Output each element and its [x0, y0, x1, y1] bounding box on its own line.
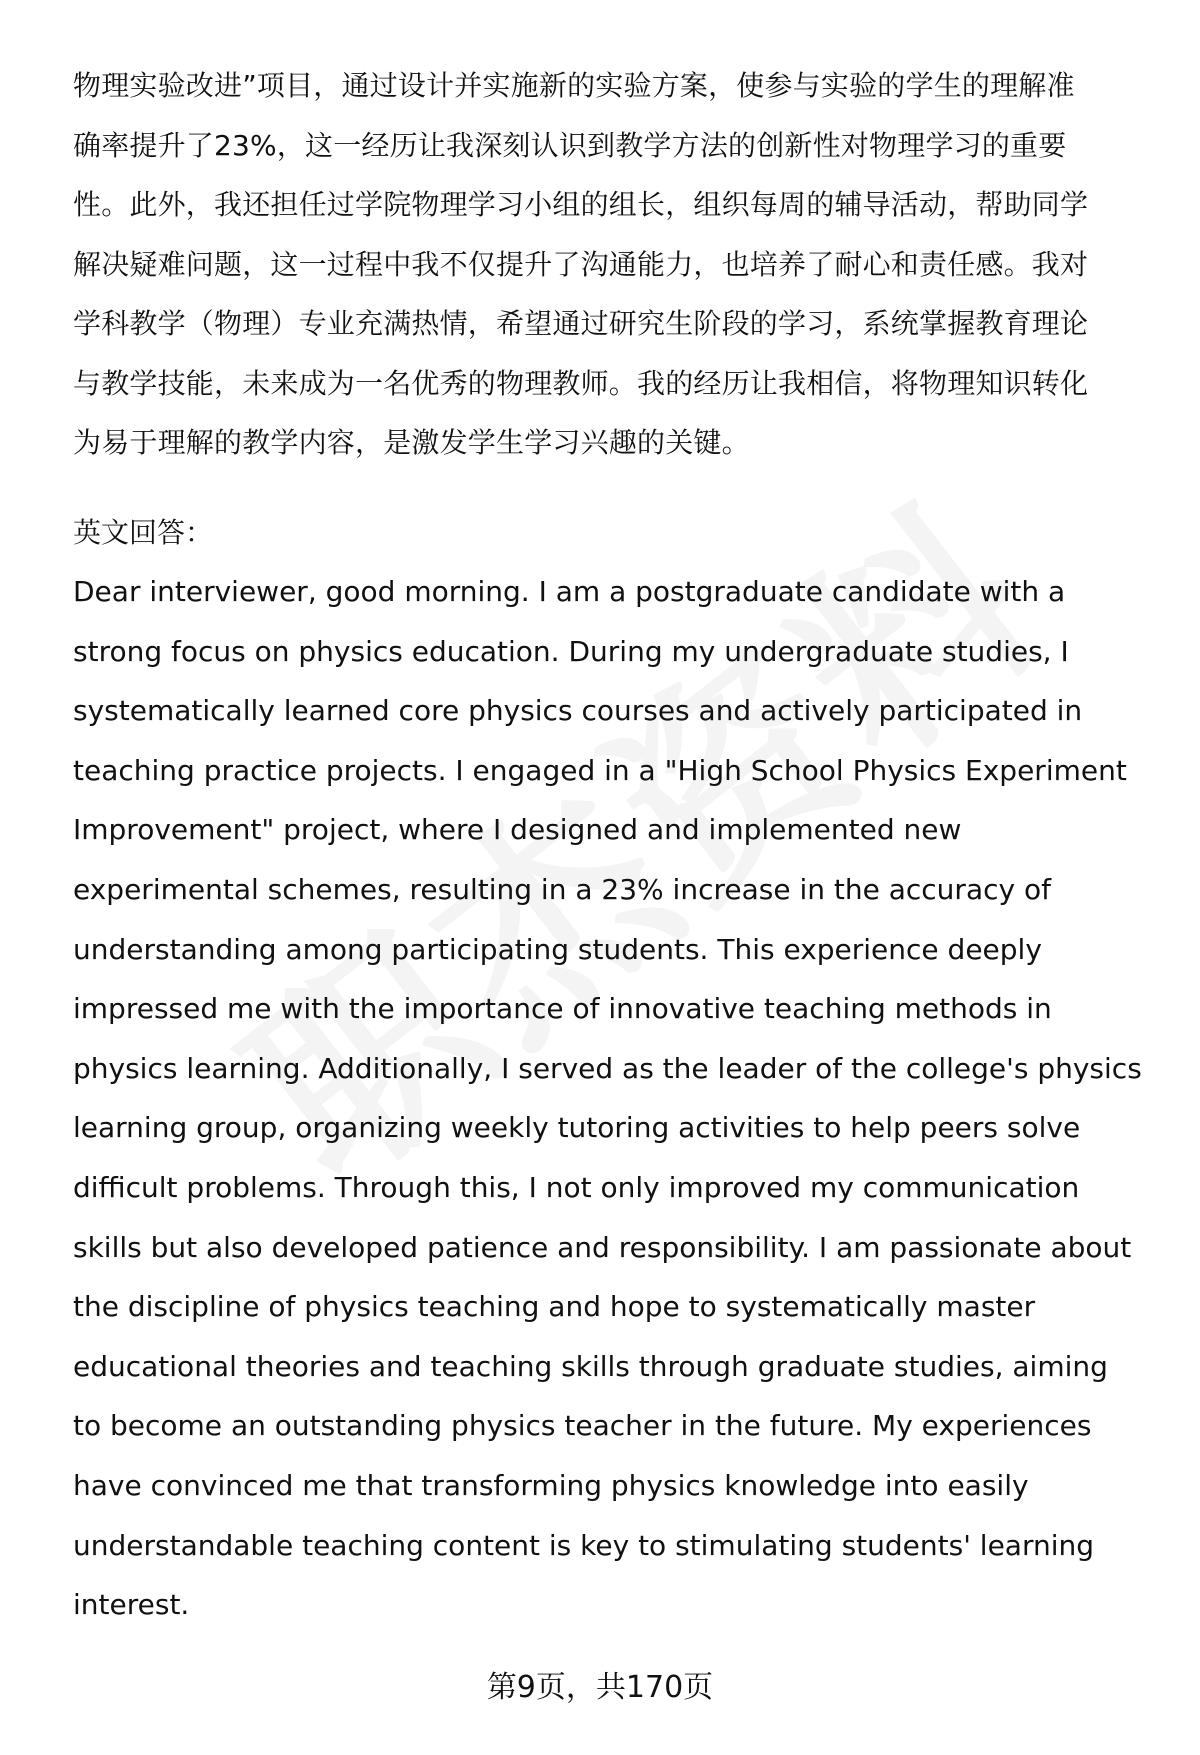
text-line: 性。此外，我还担任过学院物理学习小组的组长，组织每周的辅导活动，帮助同学 — [73, 188, 1089, 221]
text-line: 解决疑难问题，这一过程中我不仅提升了沟通能力，也培养了耐心和责任感。我对 — [73, 247, 1089, 281]
text-line: impressed me with the importance of innovative teaching methods in — [73, 992, 1052, 1026]
text-line: skills but also developed patience and responsibility. I am passionate about — [73, 1230, 1132, 1264]
text-line: the discipline of physics teaching and hope to systematically master — [73, 1290, 1036, 1324]
text-line: teaching practice projects. I engaged in a "High School Physics Experiment — [73, 753, 1127, 787]
text-line: Improvement" project, where I designed and implemented new — [73, 813, 962, 847]
text-line: 物理实验改进”项目，通过设计并实施新的实验方案，使参与实验的学生的理解准 — [73, 69, 1075, 102]
text-line: 确率提升了23%，这一经历让我深刻认识到教学方法的创新性对物理学习的重要 — [73, 128, 1067, 162]
text-line: systematically learned core physics courses and actively participated in — [73, 694, 1083, 728]
text-line: 与教学技能，未来成为一名优秀的物理教师。我的经历让我相信，将物理知识转化 — [73, 366, 1089, 400]
text-line: experimental schemes, resulting in a 23% increase in the accuracy of — [73, 872, 1051, 906]
text-line: 为易于理解的教学内容，是激发学生学习兴趣的关键。 — [73, 426, 750, 459]
text-line: 学科教学（物理）专业充满热情，希望通过研究生阶段的学习，系统掌握教育理论 — [73, 307, 1089, 340]
text-line: learning group, organizing weekly tutoring activities to help peers solve — [73, 1111, 1081, 1145]
chinese-paragraph — [73, 56, 1145, 473]
text-line: strong focus on physics education. During my undergraduate studies, I — [73, 634, 1069, 668]
english-answer-heading: 英文回答： — [73, 515, 214, 549]
text-line: interest. — [73, 1588, 190, 1622]
page-content — [73, 56, 1145, 1635]
english-paragraph — [73, 562, 1145, 1635]
text-line: to become an outstanding physics teacher in the future. My experiences — [73, 1409, 1092, 1443]
text-line: Dear interviewer, good morning. I am a postgraduate candidate with a — [73, 575, 1066, 608]
text-line: difficult problems. Through this, I not only improved my communication — [73, 1170, 1080, 1204]
text-line: educational theories and teaching skills through graduate studies, aiming — [73, 1349, 1108, 1383]
text-line: understandable teaching content is key to stimulating students' learning — [73, 1528, 1095, 1562]
text-line: have convinced me that transforming physics knowledge into easily — [73, 1468, 1029, 1502]
text-line: understanding among participating students. This experience deeply — [73, 932, 1042, 966]
text-line: physics learning. Additionally, I served as the leader of the college's physics — [73, 1051, 1142, 1085]
page-number: 第9页，共170页 — [486, 1670, 714, 1705]
